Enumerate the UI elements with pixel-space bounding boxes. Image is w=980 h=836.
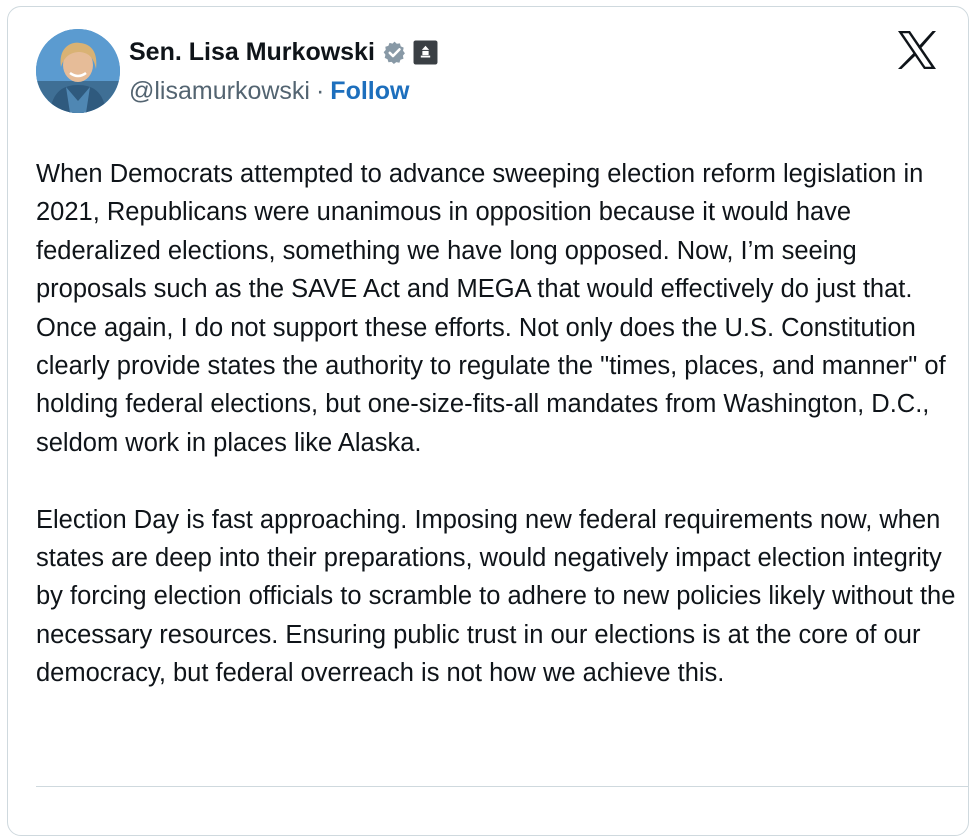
author-display-name[interactable]: Sen. Lisa Murkowski bbox=[129, 38, 375, 66]
verified-badge-icon bbox=[382, 40, 407, 65]
x-logo-icon[interactable] bbox=[896, 30, 938, 70]
avatar-photo bbox=[36, 29, 120, 113]
follow-button[interactable]: Follow bbox=[330, 77, 410, 105]
author-handle[interactable]: @lisamurkowski bbox=[129, 77, 310, 105]
avatar[interactable] bbox=[36, 29, 120, 113]
government-building-icon bbox=[413, 40, 438, 65]
tweet-paragraph-2: Election Day is fast approaching. Imposing new federal requirements now, when states are deep into their preparations, would negatively impact election integrity by forcing election officials to scramble to adhere to new policies likely without the necessary resources. Ensuring public trust in our elections is at the core of our democracy, but federal overreach is not how we achieve this. bbox=[36, 505, 956, 688]
tweet-text bbox=[36, 155, 956, 693]
author-name-row bbox=[129, 38, 438, 67]
tweet-paragraph-1: When Democrats attempted to advance sweeping election reform legislation in 2021, Republicans were unanimous in opposition because it would have federalized elections, something we have long opposed. Now, I’m seeing proposals such as the SAVE Act and MEGA that would effectively do just that. Once again, I do not support these efforts. Not only does the U.S. Constitution clearly provide states the authority to regulate the "times, places, and manner" of holding federal elections, but one-size-fits-all mandates from Washington, D.C., seldom work in places like Alaska. bbox=[36, 160, 946, 457]
handle-separator: · bbox=[315, 77, 325, 105]
author-handle-row bbox=[129, 77, 409, 106]
divider bbox=[36, 786, 968, 787]
